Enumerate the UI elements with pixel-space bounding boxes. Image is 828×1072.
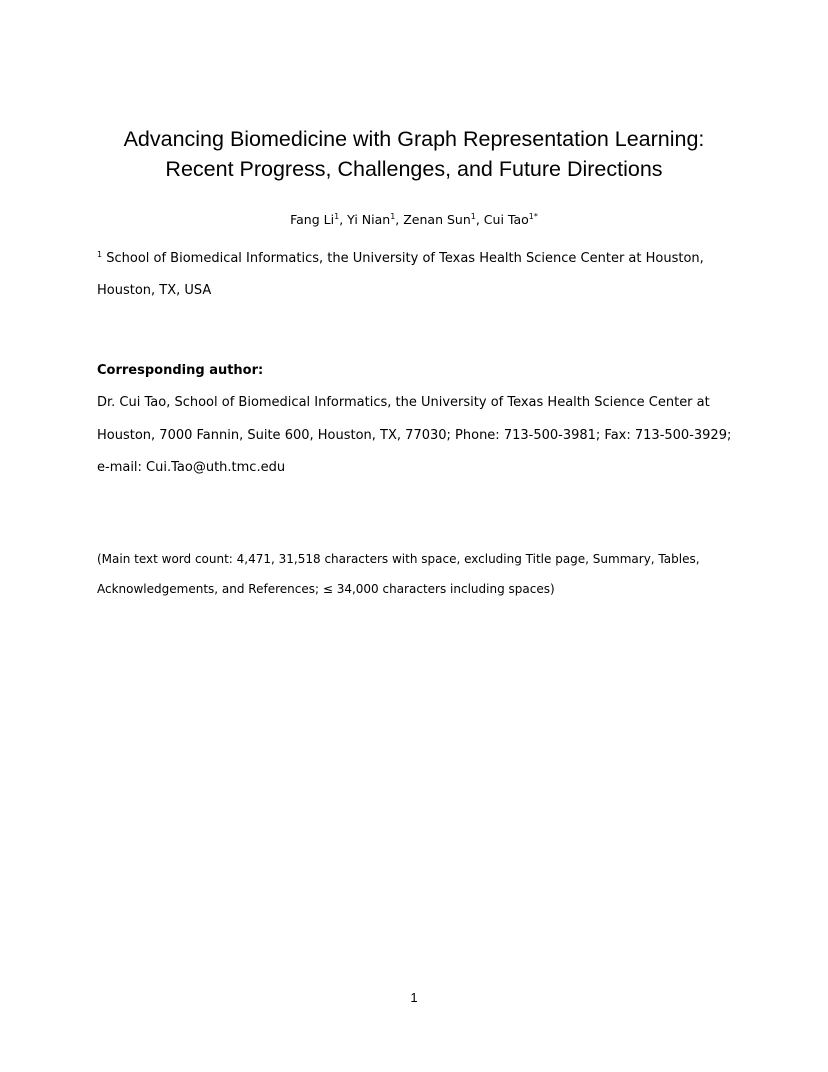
author-name: Yi Nian — [347, 212, 391, 227]
author-affiliation-mark: 1 — [334, 212, 340, 221]
paper-title — [40, 124, 788, 184]
word-count-line-2: Acknowledgements, and References; ≤ 34,000 characters including spaces) — [97, 582, 555, 596]
affiliation-mark: 1 — [97, 250, 103, 259]
author-list — [40, 211, 788, 229]
affiliation-line-2: Houston, TX, USA — [97, 283, 212, 298]
corresponding-email: e-mail: Cui.Tao@uth.tmc.edu — [97, 460, 286, 475]
word-count-line-1: (Main text word count: 4,471, 31,518 characters with space, excluding Title page, Summary, Tables, — [97, 552, 700, 566]
corresponding-line-2: Houston, 7000 Fannin, Suite 600, Houston, TX, 77030; Phone: 713-500-3981; Fax: 713-500-3929; — [97, 428, 732, 443]
author-affiliation-mark: 1 — [470, 212, 476, 221]
author-separator: , — [475, 212, 484, 227]
title-line-2: Recent Progress, Challenges, and Future Directions — [165, 157, 663, 181]
corresponding-author-heading: Corresponding author: — [97, 363, 264, 378]
affiliation-line-1 — [97, 250, 704, 268]
author-name: Fang Li — [290, 212, 335, 227]
author-affiliation-mark: 1 — [390, 212, 396, 221]
page-number: 1 — [410, 990, 418, 1005]
affiliation-text: School of Biomedical Informatics, the University of Texas Health Science Center at Houston, — [102, 251, 704, 266]
author-affiliation-mark: 1* — [528, 212, 538, 221]
author-separator: , — [395, 212, 404, 227]
title-line-1: Advancing Biomedicine with Graph Representation Learning: — [123, 127, 705, 151]
author-name: Cui Tao — [483, 212, 529, 227]
author-name: Zenan Sun — [403, 212, 471, 227]
author-separator: , — [339, 212, 348, 227]
corresponding-line-1: Dr. Cui Tao, School of Biomedical Informatics, the University of Texas Health Science Center at — [97, 395, 710, 410]
